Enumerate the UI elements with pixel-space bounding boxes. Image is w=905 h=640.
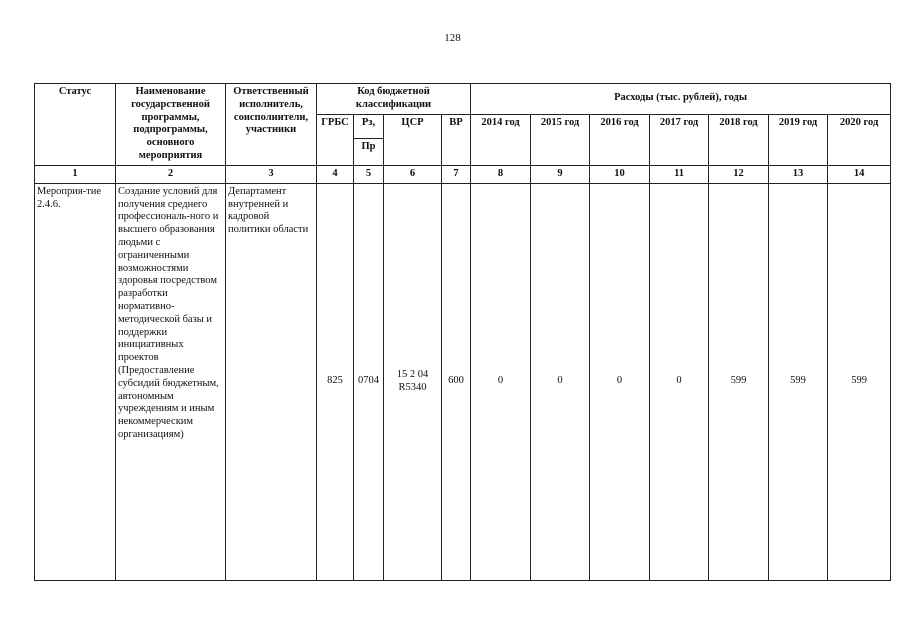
header-pr: Пр (354, 138, 384, 165)
column-number: 10 (590, 165, 650, 183)
header-year-2017: 2017 год (650, 114, 709, 165)
cell-expense-2018: 599 (709, 183, 769, 580)
column-number: 13 (769, 165, 828, 183)
header-year-2015: 2015 год (531, 114, 590, 165)
column-number: 3 (226, 165, 317, 183)
header-executor: Ответственный исполнитель, соисполнители, участники (226, 84, 317, 166)
cell-vr: 600 (442, 183, 471, 580)
header-year-2014: 2014 год (471, 114, 531, 165)
cell-expense-2014: 0 (471, 183, 531, 580)
table-row (35, 183, 891, 580)
column-number: 9 (531, 165, 590, 183)
header-row-top (35, 84, 891, 115)
column-number: 1 (35, 165, 116, 183)
cell-status: Мероприя-тие 2.4.6. (35, 183, 116, 580)
cell-rzpr: 0704 (354, 183, 384, 580)
column-number: 6 (384, 165, 442, 183)
header-year-2019: 2019 год (769, 114, 828, 165)
column-number: 5 (354, 165, 384, 183)
cell-name: Создание условий для получения среднего профессиональ-ного и высшего образования людьми с ограниченными возможностями здоровья посредством разработки нормативно-методической базы и поддержки инициативных проектов (Предоставление субсидий бюджетным, автономным учреждениям и иным некоммерческим организациям) (116, 183, 226, 580)
column-number: 12 (709, 165, 769, 183)
cell-expense-2015: 0 (531, 183, 590, 580)
column-number-row (35, 165, 891, 183)
header-status: Статус (35, 84, 116, 166)
cell-expense-2019: 599 (769, 183, 828, 580)
cell-expense-2020: 599 (828, 183, 891, 580)
cell-executor: Департамент внутренней и кадровой политики области (226, 183, 317, 580)
column-number: 2 (116, 165, 226, 183)
cell-grbs: 825 (317, 183, 354, 580)
header-year-2018: 2018 год (709, 114, 769, 165)
header-name: Наименование государственной программы, подпрограммы, основного мероприятия (116, 84, 226, 166)
header-csr: ЦСР (384, 114, 442, 165)
page-number: 128 (444, 32, 461, 44)
cell-expense-2017: 0 (650, 183, 709, 580)
budget-table (34, 83, 891, 581)
column-number: 7 (442, 165, 471, 183)
header-year-2016: 2016 год (590, 114, 650, 165)
cell-expense-2016: 0 (590, 183, 650, 580)
column-number: 4 (317, 165, 354, 183)
header-rz: Рз, (354, 114, 384, 138)
header-vr: ВР (442, 114, 471, 165)
column-number: 11 (650, 165, 709, 183)
column-number: 14 (828, 165, 891, 183)
column-number: 8 (471, 165, 531, 183)
header-expenses: Расходы (тыс. рублей), годы (471, 84, 891, 115)
cell-csr: 15 2 04 R5340 (384, 183, 442, 580)
header-grbs: ГРБС (317, 114, 354, 165)
header-year-2020: 2020 год (828, 114, 891, 165)
header-budget-code: Код бюджетной классификации (317, 84, 471, 115)
